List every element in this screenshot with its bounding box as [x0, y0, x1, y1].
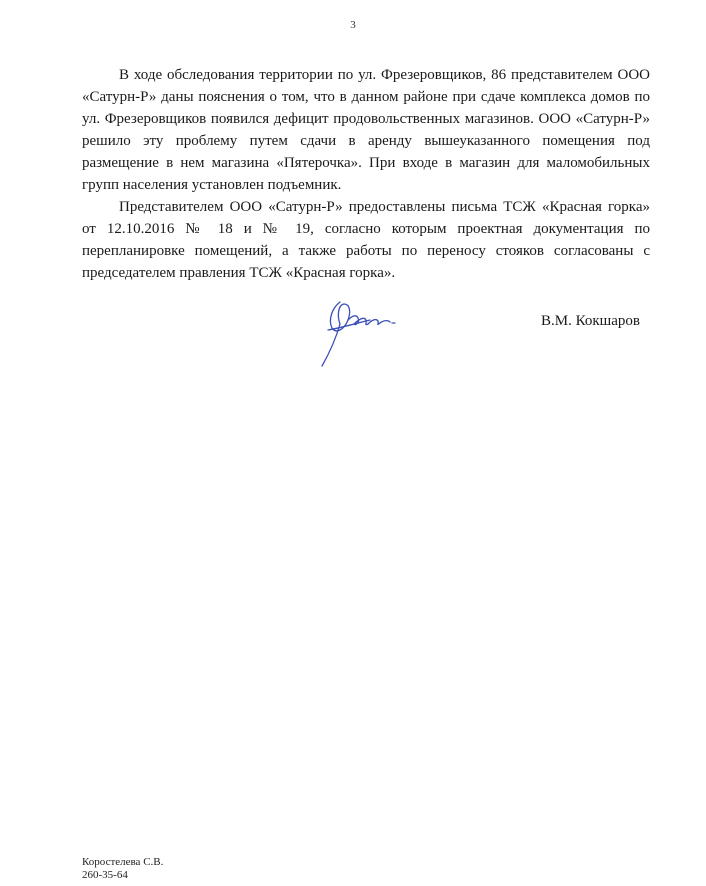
- paragraph-approval: Представителем ООО «Сатурн-Р» предоставлены письма ТСЖ «Красная горка» от 12.10.2016 № 18 и № 19, согласно которым проектная документация по перепланировке помещений, а также работы по переносу стояков согласованы с председателем правления ТСЖ «Красная горка».: [82, 199, 650, 281]
- letter-body: [82, 64, 650, 284]
- executor-name: Коростелева С.В.: [82, 856, 164, 868]
- executor-phone: 260-35-64: [82, 869, 128, 881]
- paragraph-inspection: В ходе обследования территории по ул. Фрезеровщиков, 86 представителем ООО «Сатурн-Р» даны пояснения о том, что в данном районе при сдаче комплекса домов по ул. Фрезеровщиков появился дефицит продовольственных магазинов. ООО «Сатурн-Р» решило эту проблему путем сдачи в аренду вышеуказанного помещения под размещение в нем магазина «Пятерочка». При входе в магазин для маломобильных групп населения установлен подъемник.: [82, 67, 650, 193]
- signer-name: В.М. Кокшаров: [541, 313, 640, 329]
- executor-footer: [82, 856, 163, 882]
- handwritten-signature: [310, 290, 420, 370]
- page-number: 3: [350, 19, 356, 31]
- signature-icon: [310, 290, 420, 370]
